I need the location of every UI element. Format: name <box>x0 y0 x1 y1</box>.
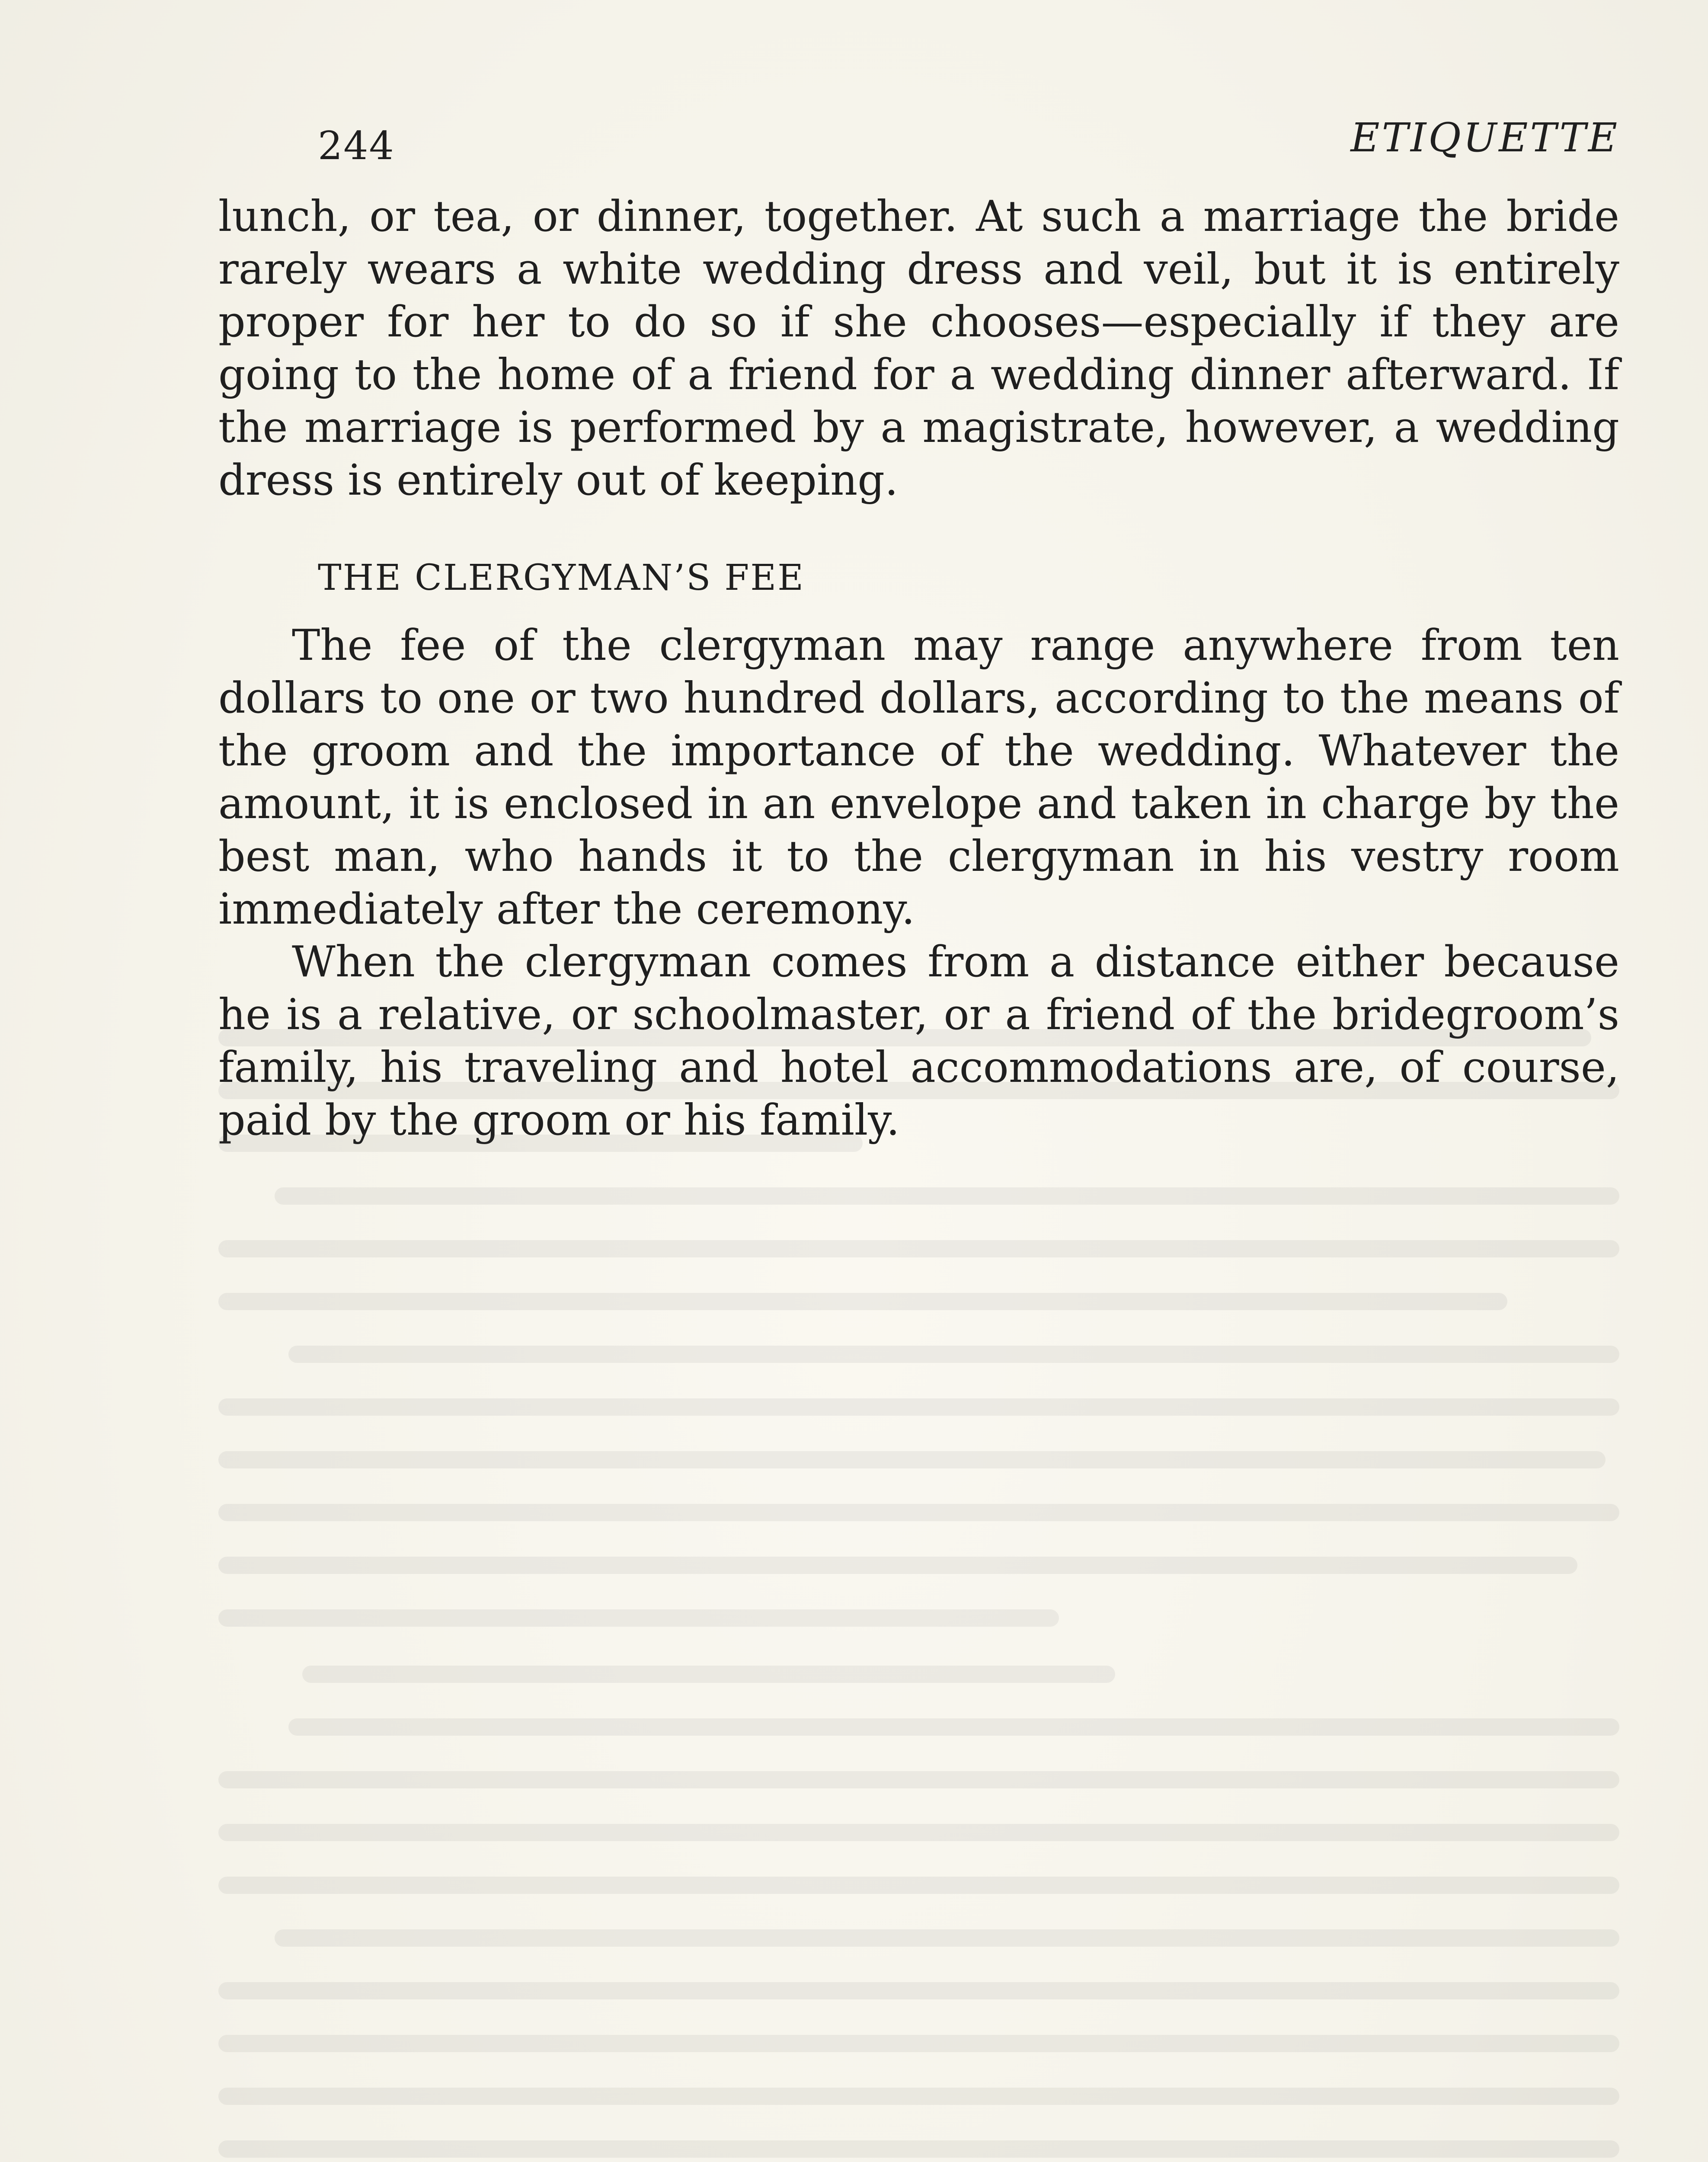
body-text <box>218 190 1619 1147</box>
bleed-through-text <box>218 1029 1619 2162</box>
paragraph-fee: The fee of the clergyman may range anywhere from ten dollars to one or two hundred dollars, according to the means of the groom and the importance of the wedding. Whatever the amount, it is enclosed in an envelope and taken in charge by the best man, who hands it to the clergyman in his vestry room immediately after the ceremony. <box>218 621 1619 934</box>
paragraph-continuation: lunch, or tea, or dinner, together. At such a marriage the bride rarely wears a white wedding dress and veil, but it is entirely proper for her to do so if she chooses—especially if they are going to the home of a friend for a wedding dinner afterward. If the marriage is performed by a magistrate, however, a wedding dress is entirely out of keeping. <box>218 192 1619 505</box>
paragraph-travel: When the clergyman comes from a distance either because he is a relative, or schoolmaster, or a friend of the bridegroom’s family, his traveling and hotel accommodations are, of course, paid by the groom or his family. <box>218 937 1619 1145</box>
page-header <box>218 106 1619 171</box>
page-number: 244 <box>318 123 395 169</box>
running-head: ETIQUETTE <box>1350 115 1619 161</box>
section-heading: THE CLERGYMAN’S FEE <box>318 557 805 598</box>
